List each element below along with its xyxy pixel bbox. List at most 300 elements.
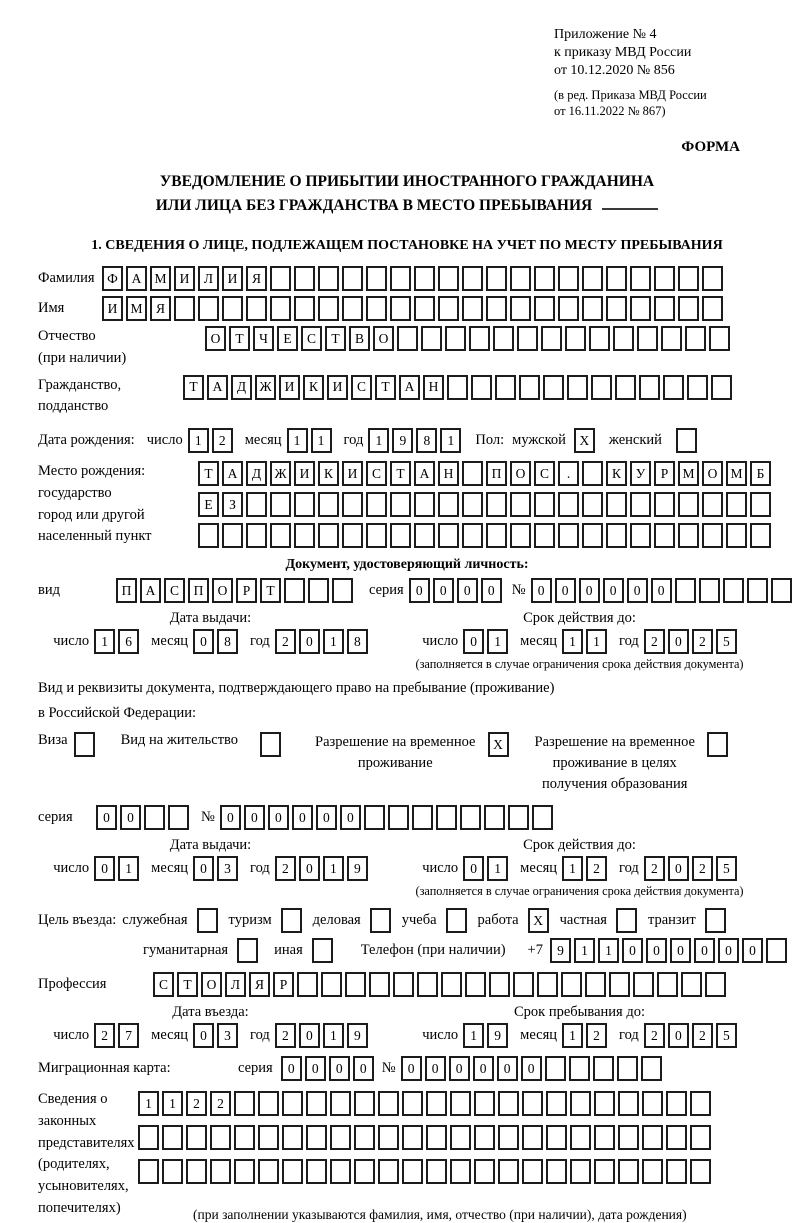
form-cell[interactable]: 0 [329,1056,350,1081]
form-cell[interactable] [699,578,720,603]
form-cell[interactable]: О [201,972,222,997]
form-cell[interactable] [414,492,435,517]
form-cell[interactable] [750,523,771,548]
form-cell[interactable] [414,266,435,291]
form-cell[interactable] [639,375,660,400]
form-cell[interactable]: 0 [718,938,739,963]
form-cell[interactable] [702,523,723,548]
form-cell[interactable]: 1 [562,1023,583,1048]
form-cell[interactable] [438,296,459,321]
purpose-other-checkbox[interactable] [312,938,333,963]
purpose-official-checkbox[interactable] [197,908,218,933]
form-cell[interactable]: 0 [244,805,265,830]
form-cell[interactable] [654,296,675,321]
form-cell[interactable] [690,1159,711,1184]
form-cell[interactable] [702,492,723,517]
form-cell[interactable] [654,523,675,548]
form-cell[interactable]: 0 [670,938,691,963]
form-cell[interactable]: З [222,492,243,517]
form-cell[interactable]: Н [438,461,459,486]
form-cell[interactable] [517,326,538,351]
purpose-work-checkbox[interactable]: X [528,908,549,933]
form-cell[interactable] [162,1125,183,1150]
form-cell[interactable]: 1 [562,629,583,654]
form-cell[interactable]: 0 [425,1056,446,1081]
form-cell[interactable] [493,326,514,351]
form-cell[interactable] [270,492,291,517]
form-cell[interactable]: С [153,972,174,997]
form-cell[interactable]: 0 [220,805,241,830]
form-cell[interactable]: . [558,461,579,486]
form-cell[interactable]: 1 [118,856,139,881]
form-cell[interactable]: А [207,375,228,400]
form-cell[interactable] [441,972,462,997]
form-cell[interactable] [397,326,418,351]
form-cell[interactable] [469,326,490,351]
form-cell[interactable] [258,1159,279,1184]
form-cell[interactable] [678,492,699,517]
form-cell[interactable] [666,1125,687,1150]
form-cell[interactable] [510,266,531,291]
form-cell[interactable] [606,523,627,548]
form-cell[interactable] [510,492,531,517]
form-cell[interactable]: 0 [193,856,214,881]
form-cell[interactable] [489,972,510,997]
representatives-cells-row3[interactable] [138,1159,711,1184]
form-cell[interactable] [678,266,699,291]
form-cell[interactable]: 3 [217,1023,238,1048]
form-cell[interactable] [402,1091,423,1116]
form-cell[interactable]: 8 [347,629,368,654]
form-cell[interactable] [702,296,723,321]
form-cell[interactable] [498,1125,519,1150]
form-cell[interactable] [198,523,219,548]
form-cell[interactable] [354,1091,375,1116]
form-cell[interactable] [474,1091,495,1116]
form-cell[interactable] [570,1159,591,1184]
form-cell[interactable] [282,1091,303,1116]
form-cell[interactable] [366,296,387,321]
form-cell[interactable] [630,492,651,517]
form-cell[interactable]: 1 [188,428,209,453]
form-cell[interactable] [569,1056,590,1081]
form-cell[interactable] [282,1159,303,1184]
form-cell[interactable] [534,296,555,321]
form-cell[interactable] [642,1159,663,1184]
form-cell[interactable] [541,326,562,351]
representatives-cells-row2[interactable] [138,1125,711,1150]
form-cell[interactable] [678,523,699,548]
form-cell[interactable]: П [116,578,137,603]
form-cell[interactable] [591,375,612,400]
form-cell[interactable]: 0 [433,578,454,603]
form-cell[interactable]: 0 [316,805,337,830]
form-cell[interactable]: 0 [193,629,214,654]
form-cell[interactable] [378,1091,399,1116]
purpose-business-checkbox[interactable] [370,908,391,933]
form-cell[interactable] [617,1056,638,1081]
form-cell[interactable]: 0 [579,578,600,603]
form-cell[interactable] [498,1159,519,1184]
form-cell[interactable]: Т [260,578,281,603]
form-cell[interactable] [270,296,291,321]
form-cell[interactable] [438,492,459,517]
profession-cells[interactable] [153,972,726,997]
form-cell[interactable]: 0 [531,578,552,603]
residence-permit-checkbox[interactable] [260,732,281,757]
form-cell[interactable] [522,1091,543,1116]
form-cell[interactable]: 0 [473,1056,494,1081]
form-cell[interactable] [162,1159,183,1184]
rvp-valid-month-cells[interactable] [562,856,607,881]
form-cell[interactable]: М [726,461,747,486]
form-cell[interactable]: Я [249,972,270,997]
form-cell[interactable]: К [606,461,627,486]
temp-residence-checkbox[interactable]: X [488,732,509,757]
form-cell[interactable] [366,266,387,291]
form-cell[interactable]: 1 [487,856,508,881]
form-cell[interactable]: Е [198,492,219,517]
form-cell[interactable]: С [164,578,185,603]
form-cell[interactable]: 2 [212,428,233,453]
form-cell[interactable] [585,972,606,997]
rvp-issue-year-cells[interactable] [275,856,368,881]
form-cell[interactable]: И [279,375,300,400]
form-cell[interactable]: 2 [275,856,296,881]
form-cell[interactable]: С [366,461,387,486]
form-cell[interactable] [354,1125,375,1150]
form-cell[interactable] [342,296,363,321]
form-cell[interactable]: О [373,326,394,351]
form-cell[interactable] [294,492,315,517]
form-cell[interactable]: 0 [651,578,672,603]
form-cell[interactable]: П [486,461,507,486]
form-cell[interactable] [318,266,339,291]
form-cell[interactable]: 1 [586,629,607,654]
form-cell[interactable] [663,375,684,400]
form-cell[interactable]: 0 [668,629,689,654]
form-cell[interactable] [378,1159,399,1184]
form-cell[interactable] [318,296,339,321]
form-cell[interactable] [246,523,267,548]
form-cell[interactable] [234,1159,255,1184]
entry-year-cells[interactable] [275,1023,368,1048]
form-cell[interactable] [144,805,165,830]
form-cell[interactable]: 5 [716,629,737,654]
form-cell[interactable] [609,972,630,997]
entry-month-cells[interactable] [193,1023,238,1048]
form-cell[interactable]: А [126,266,147,291]
form-cell[interactable] [460,805,481,830]
citizenship-cells[interactable] [183,375,732,400]
form-cell[interactable]: 0 [299,1023,320,1048]
form-cell[interactable] [630,523,651,548]
form-cell[interactable]: 0 [622,938,643,963]
form-cell[interactable] [561,972,582,997]
form-cell[interactable] [222,523,243,548]
form-cell[interactable]: 0 [457,578,478,603]
form-cell[interactable]: И [342,461,363,486]
form-cell[interactable]: 0 [305,1056,326,1081]
form-cell[interactable]: 1 [440,428,461,453]
form-cell[interactable] [450,1159,471,1184]
rvp-issue-month-cells[interactable] [193,856,238,881]
form-cell[interactable] [318,492,339,517]
form-cell[interactable] [462,461,483,486]
form-cell[interactable] [534,492,555,517]
form-cell[interactable]: 0 [281,1056,302,1081]
id-series-cells[interactable] [409,578,502,603]
form-cell[interactable]: 0 [120,805,141,830]
id-issue-month-cells[interactable] [193,629,238,654]
form-cell[interactable] [438,523,459,548]
form-cell[interactable]: С [351,375,372,400]
form-cell[interactable]: 0 [449,1056,470,1081]
form-cell[interactable]: 0 [94,856,115,881]
form-cell[interactable]: Т [183,375,204,400]
form-cell[interactable]: 2 [275,629,296,654]
form-cell[interactable]: 0 [401,1056,422,1081]
form-cell[interactable]: И [102,296,123,321]
form-cell[interactable] [618,1091,639,1116]
form-cell[interactable]: 1 [562,856,583,881]
form-cell[interactable] [378,1125,399,1150]
form-cell[interactable] [709,326,730,351]
form-cell[interactable] [318,523,339,548]
surname-cells[interactable] [102,266,723,291]
form-cell[interactable]: 1 [287,428,308,453]
form-cell[interactable] [498,1091,519,1116]
form-cell[interactable] [402,1159,423,1184]
form-cell[interactable] [402,1125,423,1150]
form-cell[interactable] [462,492,483,517]
form-cell[interactable] [462,296,483,321]
form-cell[interactable] [618,1125,639,1150]
form-cell[interactable] [618,1159,639,1184]
form-cell[interactable] [426,1125,447,1150]
form-cell[interactable]: Н [423,375,444,400]
form-cell[interactable] [366,523,387,548]
form-cell[interactable] [364,805,385,830]
form-cell[interactable] [369,972,390,997]
form-cell[interactable] [558,296,579,321]
form-cell[interactable]: Б [750,461,771,486]
form-cell[interactable] [522,1159,543,1184]
form-cell[interactable]: 0 [668,1023,689,1048]
form-cell[interactable]: Е [277,326,298,351]
form-cell[interactable]: 0 [694,938,715,963]
form-cell[interactable] [210,1159,231,1184]
form-cell[interactable] [354,1159,375,1184]
form-cell[interactable]: 2 [644,1023,665,1048]
form-cell[interactable]: И [294,461,315,486]
form-cell[interactable] [168,805,189,830]
form-cell[interactable]: 0 [463,856,484,881]
form-cell[interactable] [615,375,636,400]
form-cell[interactable] [421,326,442,351]
form-cell[interactable]: 8 [217,629,238,654]
form-cell[interactable]: И [327,375,348,400]
form-cell[interactable]: Л [198,266,219,291]
form-cell[interactable] [284,578,305,603]
form-cell[interactable]: Р [654,461,675,486]
form-cell[interactable]: П [188,578,209,603]
form-cell[interactable]: Т [390,461,411,486]
form-cell[interactable]: 0 [668,856,689,881]
form-cell[interactable]: 1 [162,1091,183,1116]
form-cell[interactable] [294,266,315,291]
purpose-private-checkbox[interactable] [616,908,637,933]
form-cell[interactable]: М [150,266,171,291]
form-cell[interactable]: Т [198,461,219,486]
form-cell[interactable] [342,266,363,291]
id-issue-year-cells[interactable] [275,629,368,654]
form-cell[interactable] [294,296,315,321]
form-cell[interactable] [330,1159,351,1184]
form-cell[interactable]: В [349,326,370,351]
form-cell[interactable]: 1 [94,629,115,654]
form-cell[interactable] [690,1125,711,1150]
form-cell[interactable]: 5 [716,856,737,881]
form-cell[interactable]: 0 [292,805,313,830]
entry-day-cells[interactable] [94,1023,139,1048]
form-cell[interactable]: У [630,461,651,486]
form-cell[interactable] [771,578,792,603]
form-cell[interactable] [486,523,507,548]
form-cell[interactable]: Л [225,972,246,997]
form-cell[interactable] [681,972,702,997]
migration-number-cells[interactable] [401,1056,662,1081]
form-cell[interactable] [594,1091,615,1116]
purpose-humanitarian-checkbox[interactable] [237,938,258,963]
representatives-cells-row1[interactable] [138,1091,711,1116]
rvp-issue-day-cells[interactable] [94,856,139,881]
sex-female-checkbox[interactable] [676,428,697,453]
form-cell[interactable]: 1 [487,629,508,654]
birthplace-cells-row2[interactable] [198,492,771,517]
form-cell[interactable]: 1 [323,856,344,881]
form-cell[interactable]: 9 [347,1023,368,1048]
id-doc-type-cells[interactable] [116,578,353,603]
form-cell[interactable] [690,1091,711,1116]
form-cell[interactable] [666,1159,687,1184]
form-cell[interactable] [426,1091,447,1116]
phone-cells[interactable] [550,938,787,963]
form-cell[interactable]: 0 [742,938,763,963]
form-cell[interactable]: Я [246,266,267,291]
form-cell[interactable]: 2 [692,629,713,654]
form-cell[interactable]: О [212,578,233,603]
birthplace-cells-row3[interactable] [198,523,771,548]
form-cell[interactable]: Т [229,326,250,351]
form-cell[interactable] [630,296,651,321]
stay-year-cells[interactable] [644,1023,737,1048]
form-cell[interactable]: 1 [311,428,332,453]
form-cell[interactable] [342,492,363,517]
form-cell[interactable] [495,375,516,400]
purpose-tourism-checkbox[interactable] [281,908,302,933]
form-cell[interactable] [186,1159,207,1184]
form-cell[interactable] [306,1125,327,1150]
form-cell[interactable] [545,1056,566,1081]
form-cell[interactable]: Д [246,461,267,486]
form-cell[interactable] [519,375,540,400]
form-cell[interactable] [657,972,678,997]
rvp-valid-year-cells[interactable] [644,856,737,881]
form-cell[interactable] [294,523,315,548]
form-cell[interactable] [570,1125,591,1150]
form-cell[interactable]: 5 [716,1023,737,1048]
form-cell[interactable] [417,972,438,997]
form-cell[interactable] [486,296,507,321]
form-cell[interactable] [750,492,771,517]
form-cell[interactable] [654,492,675,517]
form-cell[interactable] [258,1125,279,1150]
form-cell[interactable]: Т [325,326,346,351]
form-cell[interactable]: М [126,296,147,321]
form-cell[interactable] [390,296,411,321]
form-cell[interactable] [546,1159,567,1184]
form-cell[interactable] [474,1125,495,1150]
form-cell[interactable] [537,972,558,997]
form-cell[interactable]: 0 [299,856,320,881]
form-cell[interactable]: А [399,375,420,400]
form-cell[interactable] [426,1159,447,1184]
birth-day-cells[interactable] [188,428,233,453]
form-cell[interactable] [702,266,723,291]
form-cell[interactable] [582,523,603,548]
form-cell[interactable] [675,578,696,603]
form-cell[interactable]: 7 [118,1023,139,1048]
form-cell[interactable] [711,375,732,400]
form-cell[interactable] [270,523,291,548]
form-cell[interactable]: 0 [299,629,320,654]
form-cell[interactable] [138,1159,159,1184]
form-cell[interactable]: 1 [574,938,595,963]
form-cell[interactable] [582,296,603,321]
form-cell[interactable]: 9 [487,1023,508,1048]
form-cell[interactable]: 0 [268,805,289,830]
form-cell[interactable]: 2 [186,1091,207,1116]
form-cell[interactable]: Ж [255,375,276,400]
form-cell[interactable] [186,1125,207,1150]
form-cell[interactable]: 0 [463,629,484,654]
form-cell[interactable] [390,266,411,291]
form-cell[interactable]: 0 [340,805,361,830]
form-cell[interactable]: Ж [270,461,291,486]
form-cell[interactable] [345,972,366,997]
form-cell[interactable] [436,805,457,830]
form-cell[interactable] [543,375,564,400]
form-cell[interactable]: 1 [463,1023,484,1048]
form-cell[interactable] [258,1091,279,1116]
form-cell[interactable] [234,1125,255,1150]
form-cell[interactable] [613,326,634,351]
sex-male-checkbox[interactable]: X [574,428,595,453]
form-cell[interactable] [330,1091,351,1116]
form-cell[interactable] [661,326,682,351]
purpose-study-checkbox[interactable] [446,908,467,933]
form-cell[interactable]: 2 [644,856,665,881]
form-cell[interactable]: 0 [497,1056,518,1081]
birth-month-cells[interactable] [287,428,332,453]
stay-day-cells[interactable] [463,1023,508,1048]
form-cell[interactable] [210,1125,231,1150]
form-cell[interactable] [297,972,318,997]
form-cell[interactable] [222,296,243,321]
form-cell[interactable]: 8 [416,428,437,453]
form-cell[interactable] [471,375,492,400]
